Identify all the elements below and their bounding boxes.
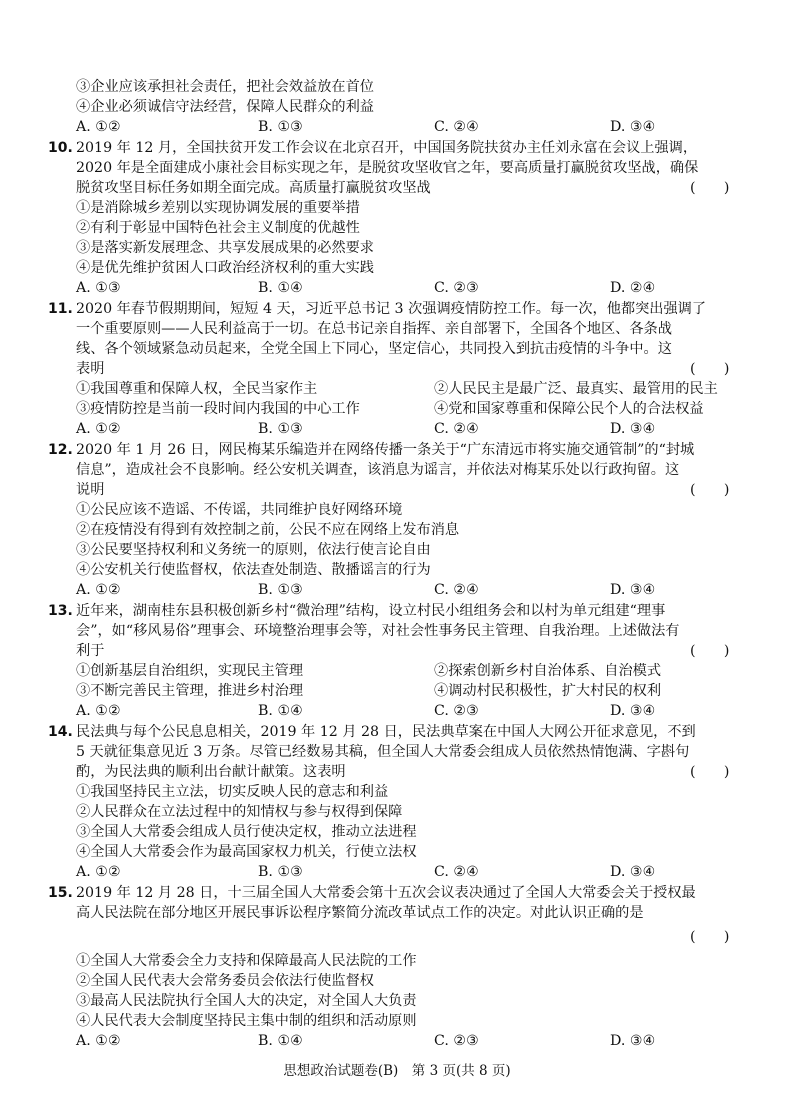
answer-b: B. ①③ <box>258 421 303 437</box>
question-stem-line: 会”，如“移风易俗”理事会、环境整治理事会等，对社会性事务民主管理、自我治理。上述做法有 <box>76 623 680 639</box>
answer-c: C. ②④ <box>434 864 479 880</box>
answer-d: D. ③④ <box>610 703 656 719</box>
statement-2: ②全国人民代表大会常务委员会依法行使监督权 <box>76 973 374 989</box>
statement-3: ③是落实新发展理念、共享发展成果的必然要求 <box>76 240 374 256</box>
answer-d: D. ②④ <box>610 280 656 296</box>
question-stem-line: 说明 <box>76 482 105 498</box>
answer-c: C. ②③ <box>434 703 479 719</box>
statement-1: ①公民应该不造谣、不传谣，共同维护良好网络环境 <box>76 502 403 518</box>
answer-a: A. ①③ <box>76 280 121 296</box>
statement-3: ③公民要坚持权利和义务统一的原则，依法行使言论自由 <box>76 542 431 558</box>
statement-4: ④调动村民积极性，扩大村民的权利 <box>434 683 662 699</box>
question-stem-line: 近年来，湖南桂东县积极创新乡村“微治理”结构，设立村民小组组务会和以村为单元组建“理事 <box>76 603 666 619</box>
question-number: 15. <box>48 885 73 901</box>
answer-b: B. ①③ <box>258 582 303 598</box>
answer-b: B. ①④ <box>258 703 303 719</box>
statement-4: ④是优先维护贫困人口政治经济权利的重大实践 <box>76 260 374 276</box>
statement-1: ①我国尊重和保障人权，全民当家作主 <box>76 381 318 397</box>
question-number: 13. <box>48 603 73 619</box>
answer-a: A. ①② <box>76 1033 121 1049</box>
statement-1: ①我国坚持民主立法，切实反映人民的意志和利益 <box>76 784 389 800</box>
answer-b: B. ①④ <box>258 1033 303 1049</box>
question-stem-line: 脱贫攻坚目标任务如期全面完成。高质量打赢脱贫攻坚战 <box>76 180 431 196</box>
question-number: 11. <box>48 301 73 317</box>
answer-bracket: ( ) <box>690 361 730 377</box>
answer-c: C. ②④ <box>434 119 479 135</box>
answer-a: A. ①② <box>76 582 121 598</box>
question-stem-line: 高人民法院在部分地区开展民事诉讼程序繁简分流改革试点工作的决定。对此认识正确的是 <box>76 905 644 921</box>
answer-bracket: ( ) <box>690 929 730 945</box>
statement-4: ④全国人大常委会作为最高国家权力机关，行使立法权 <box>76 844 417 860</box>
answer-d: D. ③④ <box>610 1033 656 1049</box>
carry-option-3: ③企业应该承担社会责任，把社会效益放在首位 <box>76 79 374 95</box>
answer-bracket: ( ) <box>690 482 730 498</box>
question-stem-line: 2019 年 12 月 28 日，十三届全国人大常委会第十五次会议表决通过了全国人大常委会关于授权最 <box>76 885 696 901</box>
answer-bracket: ( ) <box>690 180 730 196</box>
question-stem-line: 信息”，造成社会不良影响。经公安机关调查，该消息为谣言，并依法对梅某乐处以行政拘留。这 <box>76 462 680 478</box>
statement-1: ①全国人大常委会全力支持和保障最高人民法院的工作 <box>76 953 417 969</box>
question-stem-line: 2019 年 12 月，全国扶贫开发工作会议在北京召开，中国国务院扶贫办主任刘永富在会议上强调， <box>76 140 698 156</box>
statement-3: ③全国人大常委会组成人员行使决定权，推动立法进程 <box>76 824 417 840</box>
answer-d: D. ③④ <box>610 582 656 598</box>
answer-d: D. ③④ <box>610 864 656 880</box>
statement-4: ④人民代表大会制度坚持民主集中制的组织和活动原则 <box>76 1013 417 1029</box>
statement-3: ③最高人民法院执行全国人大的决定，对全国人大负责 <box>76 993 417 1009</box>
carry-option-4: ④企业必须诚信守法经营，保障人民群众的利益 <box>76 99 374 115</box>
answer-a: A. ①② <box>76 119 121 135</box>
answer-c: C. ②④ <box>434 421 479 437</box>
answer-a: A. ①② <box>76 421 121 437</box>
statement-3: ③疫情防控是当前一段时间内我国的中心工作 <box>76 401 360 417</box>
question-stem-line: 表明 <box>76 361 105 377</box>
statement-1: ①是消除城乡差别以实现协调发展的重要举措 <box>76 200 360 216</box>
answer-bracket: ( ) <box>690 643 730 659</box>
question-stem-line: 利于 <box>76 643 105 659</box>
statement-2: ②人民群众在立法过程中的知情权与参与权得到保障 <box>76 804 403 820</box>
statement-2: ②在疫情没有得到有效控制之前，公民不应在网络上发布消息 <box>76 522 460 538</box>
statement-2: ②有利于彰显中国特色社会主义制度的优越性 <box>76 220 360 236</box>
answer-b: B. ①③ <box>258 119 303 135</box>
answer-c: C. ②③ <box>434 280 479 296</box>
answer-c: C. ②④ <box>434 582 479 598</box>
question-stem-line: 2020 年春节假期期间，短短 4 天，习近平总书记 3 次强调疫情防控工作。每一次，他都突出强调了 <box>76 301 707 317</box>
question-number: 10. <box>48 140 73 156</box>
question-number: 14. <box>48 724 73 740</box>
statement-4: ④公安机关行使监督权，依法查处制造、散播谣言的行为 <box>76 562 431 578</box>
question-stem-line: 5 天就征集意见近 3 万条。尽管已经数易其稿，但全国人大常委会组成人员依然热情饱满、字斟句 <box>76 744 690 760</box>
statement-4: ④党和国家尊重和保障公民个人的合法权益 <box>434 401 704 417</box>
question-stem-line: 酌，为民法典的顺利出台献计献策。这表明 <box>76 764 346 780</box>
question-stem-line: 2020 年 1 月 26 日，网民梅某乐编造并在网络传播一条关于“广东清远市将实施交通管制”的“封城 <box>76 442 695 458</box>
answer-b: B. ①④ <box>258 280 303 296</box>
statement-2: ②人民民主是最广泛、最真实、最管用的民主 <box>434 381 718 397</box>
statement-1: ①创新基层自治组织，实现民主管理 <box>76 663 304 679</box>
page-footer: 思想政治试题卷(B) 第 3 页(共 8 页) <box>283 1063 511 1079</box>
question-stem-line: 一个重要原则——人民利益高于一切。在总书记亲自指挥、亲自部署下，全国各个地区、各条战 <box>76 321 672 337</box>
answer-c: C. ②③ <box>434 1033 479 1049</box>
question-stem-line: 线、各个领域紧急动员起来，全党全国上下同心，坚定信心，共同投入到抗击疫情的斗争中。这 <box>76 341 672 357</box>
answer-d: D. ③④ <box>610 421 656 437</box>
question-number: 12. <box>48 442 73 458</box>
answer-d: D. ③④ <box>610 119 656 135</box>
question-stem-line: 民法典与每个公民息息相关，2019 年 12 月 28 日，民法典草案在中国人大网公开征求意见，不到 <box>76 724 696 740</box>
question-stem-line: 2020 年是全面建成小康社会目标实现之年，是脱贫攻坚收官之年，要高质量打赢脱贫攻坚战，确保 <box>76 160 699 176</box>
answer-bracket: ( ) <box>690 764 730 780</box>
answer-a: A. ①② <box>76 864 121 880</box>
answer-b: B. ①③ <box>258 864 303 880</box>
answer-a: A. ①② <box>76 703 121 719</box>
statement-2: ②探索创新乡村自治体系、自治模式 <box>434 663 662 679</box>
statement-3: ③不断完善民主管理，推进乡村治理 <box>76 683 304 699</box>
